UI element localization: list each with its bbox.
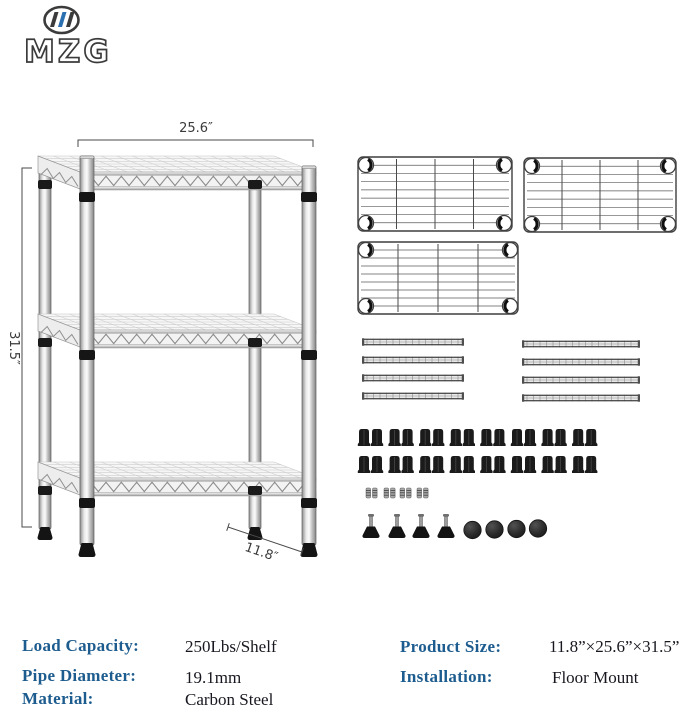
spec-label-product-size: Product Size: — [400, 637, 502, 656]
spec-label-load-capacity: Load Capacity: — [22, 636, 140, 655]
brand-wordmark: MZG — [24, 34, 112, 70]
parts-wire-shelves — [358, 157, 676, 314]
brand-logo — [24, 7, 112, 70]
dimension-height — [6, 168, 32, 527]
dimension-height-label: 31.5″ — [6, 331, 21, 365]
spec-label-pipe-diameter: Pipe Diameter: — [22, 666, 137, 685]
dimension-width — [78, 121, 313, 147]
spec-value-load-capacity: 250Lbs/Shelf — [185, 637, 277, 656]
brand-monogram-icon — [45, 7, 79, 33]
parts-pole-segments — [362, 338, 640, 401]
spec-value-material: Carbon Steel — [185, 690, 274, 707]
spec-value-pipe-diameter: 19.1mm — [185, 668, 242, 687]
dimension-depth-label: 11.8″ — [242, 540, 280, 566]
spec-value-installation: Floor Mount — [552, 668, 639, 687]
spec-value-product-size: 11.8”×25.6”×31.5” — [549, 637, 679, 656]
shelving-unit-drawing — [38, 156, 318, 557]
dimension-width-label: 25.6″ — [179, 121, 213, 136]
spec-label-installation: Installation: — [400, 667, 493, 686]
parts-screw-pins — [366, 488, 428, 498]
parts-sleeve-clips — [358, 429, 598, 473]
spec-label-material: Material: — [22, 689, 94, 707]
dimension-depth — [227, 523, 304, 565]
parts-leveling-feet — [362, 514, 454, 538]
parts-foot-caps — [464, 520, 547, 539]
